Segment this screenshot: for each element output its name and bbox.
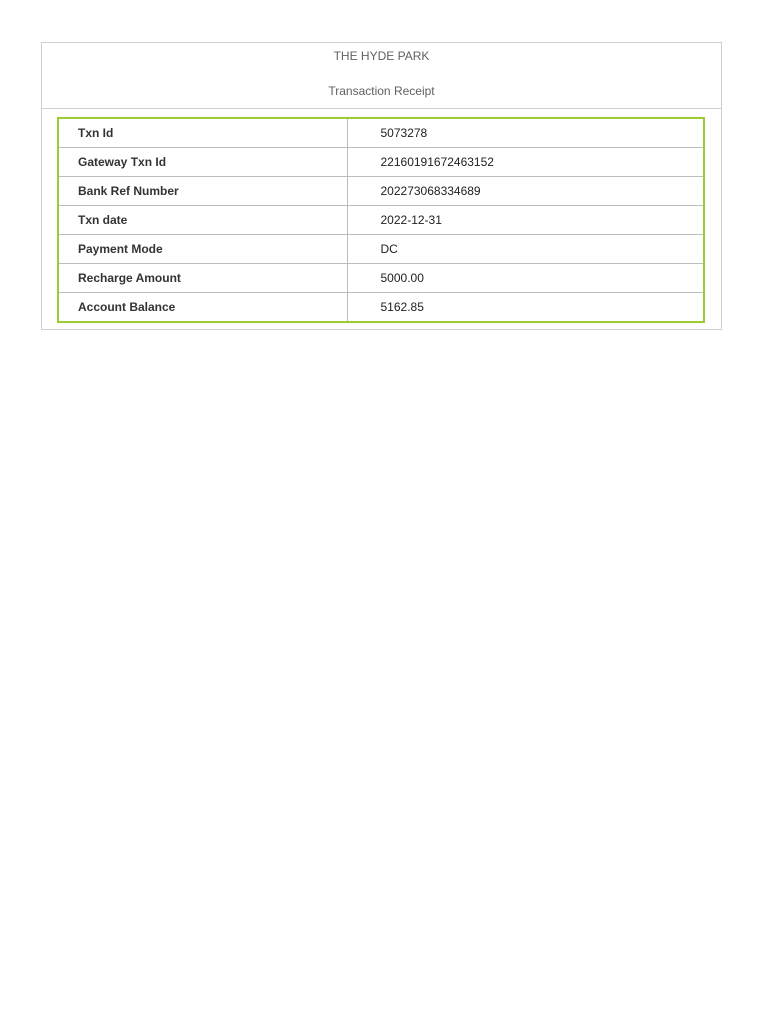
transaction-receipt (41, 42, 722, 330)
table-row (58, 118, 704, 148)
row-label: Bank Ref Number (58, 177, 347, 206)
row-label: Recharge Amount (58, 264, 347, 293)
table-row (58, 177, 704, 206)
row-label: Payment Mode (58, 235, 347, 264)
row-value: 5000.00 (347, 264, 704, 293)
table-row (58, 293, 704, 323)
row-value: 202273068334689 (347, 177, 704, 206)
row-value: 5073278 (347, 118, 704, 148)
row-value: DC (347, 235, 704, 264)
row-value: 2022-12-31 (347, 206, 704, 235)
row-label: Gateway Txn Id (58, 148, 347, 177)
receipt-header (42, 43, 721, 109)
row-value: 22160191672463152 (347, 148, 704, 177)
transaction-details-table (57, 117, 705, 323)
organization-name: THE HYDE PARK (333, 49, 430, 63)
row-label: Account Balance (58, 293, 347, 323)
row-label: Txn Id (58, 118, 347, 148)
row-value: 5162.85 (380, 300, 424, 314)
table-row (58, 206, 704, 235)
table-row (58, 148, 704, 177)
table-row (58, 235, 704, 264)
row-label: Txn date (58, 206, 347, 235)
receipt-title: Transaction Receipt (328, 84, 435, 98)
table-row (58, 264, 704, 293)
